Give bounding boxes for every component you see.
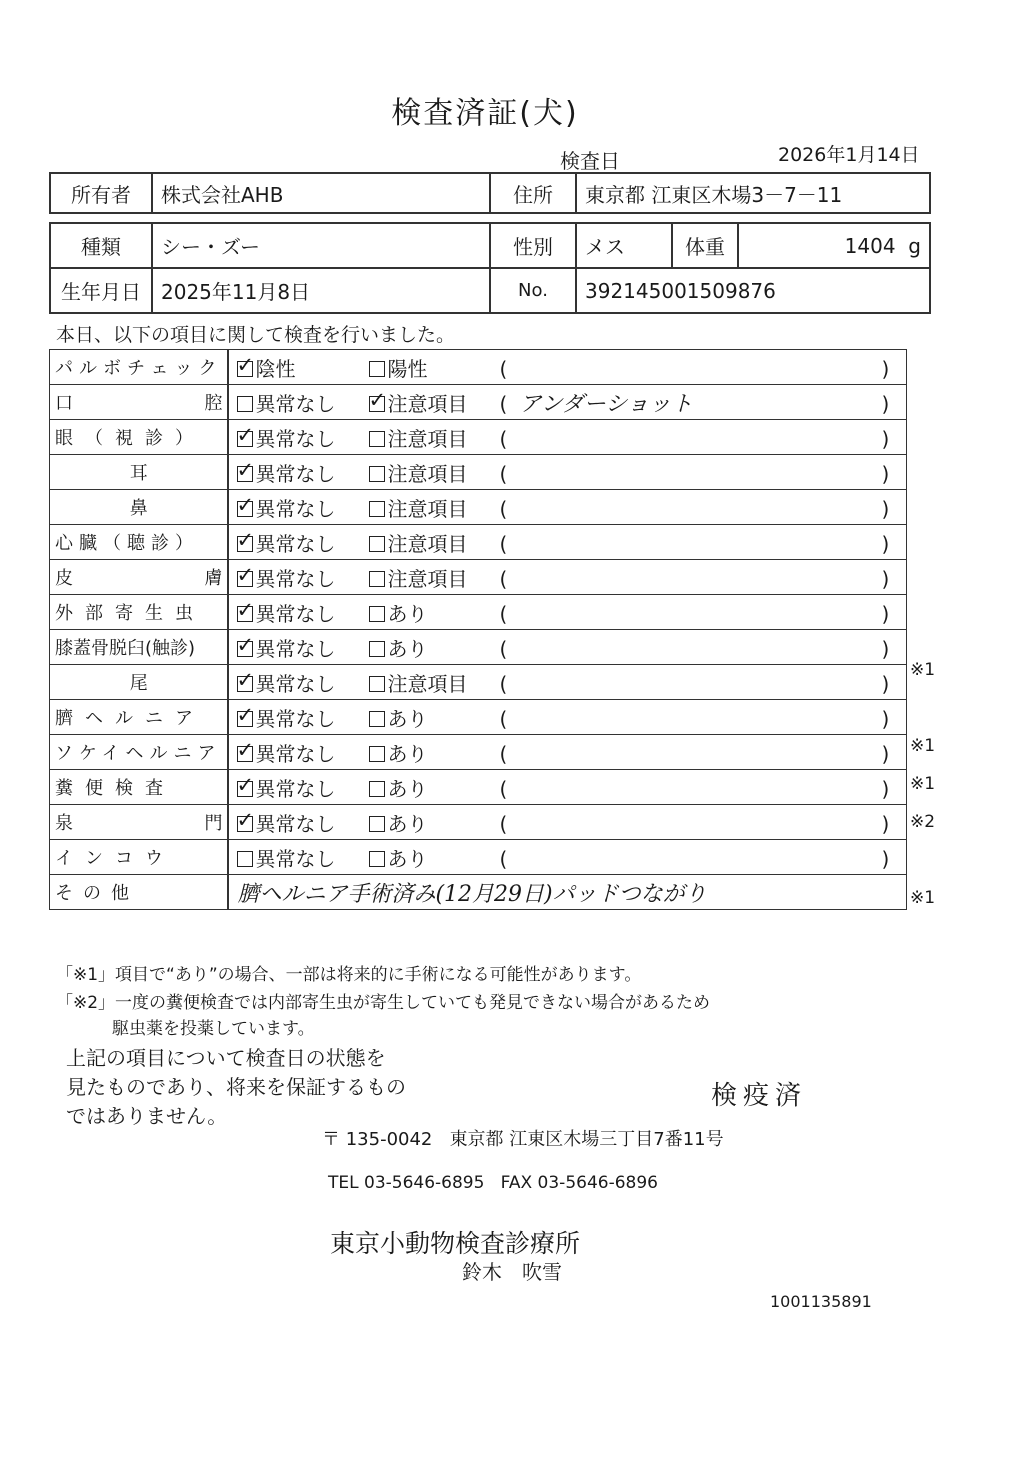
item-footnote-mark: ※1 [910,736,936,756]
option-1-label: 異常なし [255,776,336,801]
option-1-checkbox[interactable] [237,606,253,622]
item-footnote-mark: ※1 [910,888,936,908]
quarantine-stamp: 検疫済 [711,1081,808,1111]
fax: FAX 03-5646-6896 [500,1173,658,1193]
table-row [50,420,907,455]
intro-text: 本日、以下の項目に関して検査を行いました。 [56,324,456,346]
item-label-cell [50,840,229,875]
item-label-cell [50,805,229,840]
item-label-cell [50,420,229,455]
option-2-checkbox[interactable] [369,851,385,867]
option-2-label: 注意項目 [387,391,468,416]
weight-value: 1404 [844,233,896,258]
item-label-left: 口 [55,393,73,414]
option-2-label: 陽性 [387,356,428,381]
item-label-right: 腔 [204,393,223,414]
clinic-address-line [322,1125,724,1151]
item-label-cell [50,700,229,735]
item-options-cell [228,350,906,385]
note-close-paren: ) [881,566,890,591]
note-close-paren: ) [881,741,890,766]
item-footnote-mark: ※1 [910,774,936,794]
other-value: 臍ヘルニア手術済み(12月29日)パッドつながり [228,875,906,910]
footnote-2-line2: 駆虫薬を投薬しています。 [112,1019,315,1039]
item-label-cell [50,735,229,770]
option-1-label: 異常なし [255,426,336,451]
option-1-checkbox[interactable] [237,641,253,657]
option-2-checkbox[interactable] [369,711,385,727]
option-1-checkbox[interactable] [237,676,253,692]
option-2-label: あり [387,601,428,626]
number-value: 392145001509876 [576,268,930,313]
option-2-label: 注意項目 [387,426,468,451]
option-1-label: 異常なし [255,706,336,731]
option-1-checkbox[interactable] [237,396,253,412]
note-open-paren: ( [499,426,508,451]
option-1-checkbox[interactable] [237,816,253,832]
item-options-cell [228,665,906,700]
item-label: 尾 [129,673,148,694]
number-label: No. [490,268,576,313]
document-code: 1001135891 [770,1292,872,1311]
option-1-checkbox[interactable] [237,466,253,482]
option-1-label: 異常なし [255,601,336,626]
table-row [50,490,907,525]
option-1-label: 異常なし [255,566,336,591]
option-1-checkbox[interactable] [237,746,253,762]
item-label-cell [50,490,229,525]
table-row [50,525,907,560]
note-open-paren: ( [499,461,508,486]
note-close-paren: ) [881,426,890,451]
option-2-label: あり [387,811,428,836]
option-2-label: 注意項目 [387,531,468,556]
item-options-cell [228,490,906,525]
note-close-paren: ) [881,776,890,801]
option-1-label: 異常なし [255,496,336,521]
inspection-items-table [49,349,907,910]
table-row [50,770,907,805]
note-close-paren: ) [881,461,890,486]
item-label-cell [50,665,229,700]
option-1-label: 異常なし [255,461,336,486]
note-open-paren: ( [499,496,508,521]
veterinarian-name: 鈴木 吹雪 [462,1260,562,1284]
footnote-2-line1: 「※2」一度の糞便検査では内部寄生虫が寄生していても発見できない場合があるため [56,993,711,1013]
other-label: その他 [55,883,139,904]
sex-value: メス [576,223,672,268]
document-title: 検査済証(犬) [391,96,579,131]
option-1-label: 異常なし [255,391,336,416]
option-1-label: 異常なし [255,636,336,661]
table-row [50,560,907,595]
weight-unit: g [908,233,921,258]
note-open-paren: ( [499,601,508,626]
table-row [50,630,907,665]
item-footnote-mark: ※1 [910,660,936,680]
option-1-checkbox[interactable] [237,571,253,587]
option-2-checkbox[interactable] [369,396,385,412]
inspection-date: 2026年1月14日 [778,144,920,166]
option-2-label: あり [387,776,428,801]
address-label: 住所 [490,173,576,213]
item-label: 膝蓋骨脱臼(触診) [55,638,196,659]
table-row [50,735,907,770]
clinic-address: 東京都 江東区木場三丁目7番11号 [449,1129,724,1150]
tel: TEL 03-5646-6895 [328,1173,485,1193]
note-open-paren: ( [499,811,508,836]
option-1-label: 異常なし [255,846,336,871]
weight-label: 体重 [672,223,738,268]
note-open-paren: ( [499,671,508,696]
table-row [50,805,907,840]
item-label: パルボチェック [55,358,223,379]
item-label-cell [50,350,229,385]
footnote-1: 「※1」項目で“あり”の場合、一部は将来的に手術になる可能性があります。 [56,965,642,985]
option-1-checkbox[interactable] [237,711,253,727]
note-close-paren: ) [881,671,890,696]
item-label: 耳 [129,463,148,484]
note-open-paren: ( [499,531,508,556]
note-close-paren: ) [881,636,890,661]
guarantee-line-3: ではありません。 [66,1104,228,1128]
breed-label: 種類 [50,223,152,268]
note-open-paren: ( [499,741,508,766]
item-label: 鼻 [129,498,148,519]
item-label-cell [50,455,229,490]
option-2-checkbox[interactable] [369,571,385,587]
item-options-cell [228,805,906,840]
option-2-checkbox[interactable] [369,536,385,552]
option-1-label: 異常なし [255,741,336,766]
guarantee-line-1: 上記の項目について検査日の状態を [66,1046,386,1070]
option-1-checkbox[interactable] [237,781,253,797]
weight-cell [738,223,930,268]
item-label: ソケイヘルニア [55,743,222,764]
item-options-cell [228,735,906,770]
item-label: インコウ [55,848,175,869]
option-2-checkbox[interactable] [369,361,385,377]
note-open-paren: ( [499,776,508,801]
note-open-paren: ( [499,636,508,661]
option-2-label: あり [387,636,428,661]
item-options-cell [228,770,906,805]
option-1-checkbox[interactable] [237,501,253,517]
note-close-paren: ) [881,601,890,626]
option-2-checkbox[interactable] [369,501,385,517]
note-open-paren: ( [499,706,508,731]
clinic-name: 東京小動物検査診療所 [330,1229,581,1258]
other-label-cell [50,875,229,910]
item-options-cell [228,525,906,560]
option-1-label: 異常なし [255,811,336,836]
option-2-checkbox[interactable] [369,816,385,832]
birth-value: 2025年11月8日 [152,268,490,313]
option-2-checkbox[interactable] [369,676,385,692]
option-2-checkbox[interactable] [369,781,385,797]
item-options-cell [228,595,906,630]
item-options-cell [228,455,906,490]
item-options-cell [228,385,906,420]
table-row [50,385,907,420]
birth-label: 生年月日 [50,268,152,313]
owner-table [49,172,931,214]
item-label-left: 皮 [55,568,73,589]
item-label: 糞便検査 [55,778,175,799]
item-label-cell [50,385,229,420]
table-row [50,350,907,385]
note-close-paren: ) [881,846,890,871]
table-row [50,700,907,735]
note-close-paren: ) [881,391,890,416]
option-1-checkbox[interactable] [237,851,253,867]
option-2-label: 注意項目 [387,461,468,486]
table-row [50,595,907,630]
item-label-cell [50,525,229,560]
item-label-cell [50,770,229,805]
owner-value: 株式会社AHB [152,173,490,213]
item-note: アンダーショット [519,391,693,417]
option-1-label: 異常なし [255,671,336,696]
table-row [50,840,907,875]
item-options-cell [228,420,906,455]
note-close-paren: ) [881,706,890,731]
option-1-checkbox[interactable] [237,431,253,447]
note-close-paren: ) [881,356,890,381]
option-1-checkbox[interactable] [237,361,253,377]
note-close-paren: ) [881,496,890,521]
option-2-label: あり [387,741,428,766]
inspection-date-label: 検査日 [560,149,620,173]
option-2-checkbox[interactable] [369,641,385,657]
table-row [50,665,907,700]
item-footnote-mark: ※2 [910,812,936,832]
item-label-cell [50,630,229,665]
note-close-paren: ) [881,811,890,836]
note-open-paren: ( [499,566,508,591]
item-label-left: 泉 [55,813,73,834]
option-2-label: あり [387,846,428,871]
item-options-cell [228,700,906,735]
address-value: 東京都 江東区木場3－7－11 [576,173,930,213]
note-close-paren: ) [881,531,890,556]
note-open-paren: ( [499,356,508,381]
item-options-cell [228,560,906,595]
option-1-label: 異常なし [255,531,336,556]
option-2-label: 注意項目 [387,496,468,521]
pet-info-table [49,222,931,314]
table-row [50,455,907,490]
item-label-cell [50,560,229,595]
note-open-paren: ( [499,391,508,416]
item-options-cell [228,840,906,875]
guarantee-text [66,1044,406,1131]
item-label: 眼（視診） [55,428,205,449]
item-label: 外部寄生虫 [55,603,205,624]
item-label-right: 膚 [204,568,223,589]
sex-label: 性別 [490,223,576,268]
owner-label: 所有者 [50,173,152,213]
item-label-right: 門 [204,813,223,834]
item-options-cell [228,630,906,665]
option-2-checkbox[interactable] [369,466,385,482]
postal-code: 〒 135-0042 [322,1129,433,1150]
item-label: 心臓（聴診） [55,533,199,554]
breed-value: シー・ズー [152,223,490,268]
option-2-checkbox[interactable] [369,746,385,762]
option-2-label: 注意項目 [387,566,468,591]
option-2-checkbox[interactable] [369,431,385,447]
option-1-checkbox[interactable] [237,536,253,552]
item-label-cell [50,595,229,630]
item-label: 臍ヘルニア [55,708,205,729]
option-1-label: 陰性 [255,356,296,381]
contact-line [328,1173,658,1193]
guarantee-line-2: 見たものであり、将来を保証するもの [66,1075,406,1099]
note-open-paren: ( [499,846,508,871]
option-2-checkbox[interactable] [369,606,385,622]
option-2-label: あり [387,706,428,731]
option-2-label: 注意項目 [387,671,468,696]
